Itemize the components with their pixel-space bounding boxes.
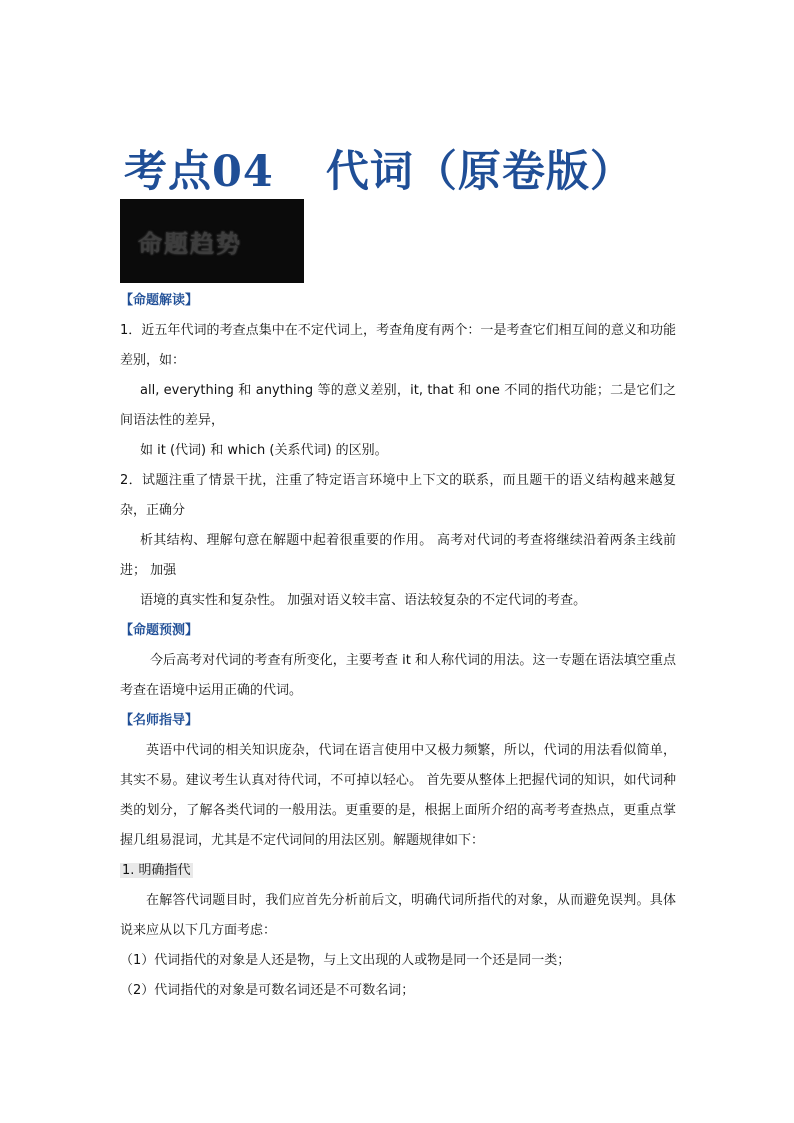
paragraph-8: 英语中代词的相关知识庞杂，代词在语言使用中又极力频繁，所以，代词的用法看似简单，其实不易。建议考生认真对待代词，不可掉以轻心。 首先要从整体上把握代词的知识，如代词种类的划分，了解各类代词的一般用法。更重要的是，根据上面所介绍的高考考查热点，更重点掌握几组易混词，尤其是不定代词间的用法区别。解题规律如下：: [120, 743, 676, 848]
section-banner: [120, 199, 304, 283]
paragraph-7: 今后高考对代词的考查有所变化，主要考查 it 和人称代词的用法。这一专题在语法填空重点考查在语境中运用正确的代词。: [120, 653, 676, 698]
paragraph-12: （2）代词指代的对象是可数名词还是不可数名词；: [120, 983, 415, 998]
document-body: [120, 286, 676, 1006]
banner-text: 命题趋势: [138, 230, 242, 258]
paragraph-5: 析其结构、理解句意在解题中起着很重要的作用。 高考对代词的考查将继续沿着两条主线前进； 加强: [120, 533, 676, 578]
title-part2: 代词（原卷版）: [325, 147, 634, 197]
paragraph-2: all, everything 和 anything 等的意义差别，it, that 和 one 不同的指代功能；二是它们之间语法性的差异，: [120, 383, 676, 428]
section-heading-yuce: 【命题预测】: [120, 623, 199, 638]
paragraph-6: 语境的真实性和复杂性。 加强对语义较丰富、语法较复杂的不定代词的考查。: [140, 593, 587, 608]
paragraph-4: 2．试题注重了情景干扰，注重了特定语言环境中上下文的联系，而且题干的语义结构越来越复杂，正确分: [120, 473, 676, 518]
paragraph-3: 如 it (代词) 和 which (关系代词) 的区别。: [140, 443, 388, 458]
section-heading-jiedu: 【命题解读】: [120, 293, 199, 308]
title-part1: 考点04: [124, 147, 274, 197]
paragraph-11: （1）代词指代的对象是人还是物，与上文出现的人或物是同一个还是同一类；: [120, 953, 571, 968]
section-heading-zhidao: 【名师指导】: [120, 713, 199, 728]
paragraph-10: 在解答代词题目时，我们应首先分析前后文，明确代词所指代的对象，从而避免误判。具体说来应从以下几方面考虑：: [120, 893, 676, 938]
paragraph-1: 1．近五年代词的考查点集中在不定代词上，考查角度有两个：一是考查它们相互间的意义和功能差别，如：: [120, 323, 676, 368]
page-title: [124, 138, 634, 199]
subheading-1-text: 1. 明确指代: [122, 863, 191, 878]
subheading-1: [120, 856, 676, 886]
